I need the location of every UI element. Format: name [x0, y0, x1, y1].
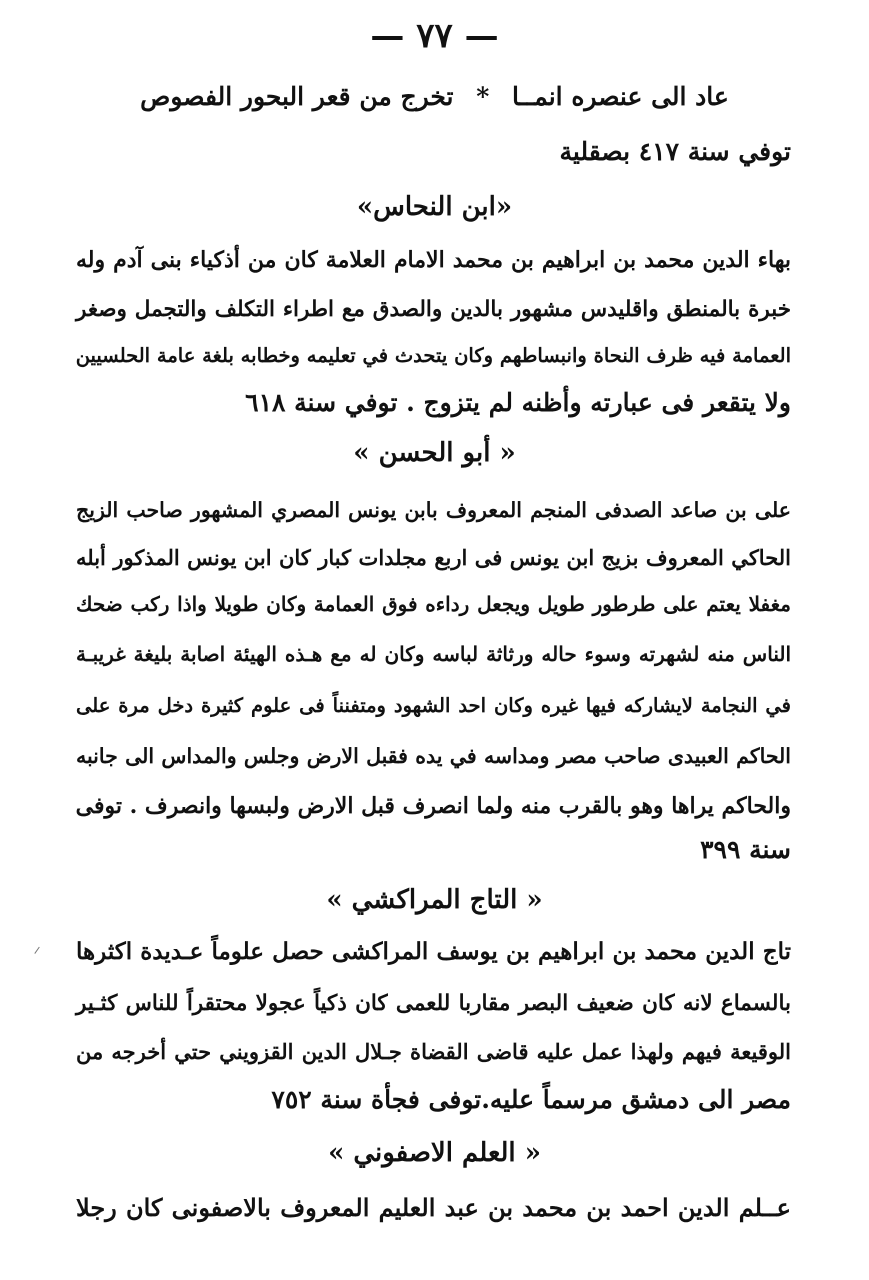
page-number: — ٧٧ —	[370, 16, 499, 56]
text-line: مصر الى دمشق مرسماً عليه.توفى فجأة سنة ٧٥٢	[271, 1085, 791, 1114]
intro-line: توفي سنة ٤١٧ بصقلية	[559, 137, 791, 166]
entry-heading: «ابن النحاس»	[356, 192, 513, 222]
text-line: والحاكم يراها وهو بالقرب منه ولما انصرف قبل الارض ولبسها وانصرف . توفى	[75, 793, 791, 819]
verse-line	[0, 77, 869, 117]
text-line: تاج الدين محمد بن ابراهيم بن يوسف المراكشى حصل علوماً عـديدة اكثرها	[76, 938, 791, 965]
margin-mark	[34, 947, 44, 958]
verse-hemistich-2: تخرج من قعر البحور الفصوص	[140, 82, 454, 111]
text-line: بهاء الدين محمد بن ابراهيم بن محمد الامام العلامة كان من أذكياء بنى آدم وله	[76, 247, 791, 273]
text-line: مغفلا يعتم على طرطور طويل ويجعل رداءه فوق العمامة وكان طويلا واذا ركب ضحك	[76, 592, 791, 616]
text-line: الوقيعة فيهم ولهذا عمل عليه قاضى القضاة جـلال الدين القزويني حتي أخرجه من	[76, 1039, 791, 1064]
text-line: العمامة فيه ظرف النحاة وانبساطهم وكان يتحدث في تعليمه وخطابه بلغة عامة الحلسيين	[75, 344, 791, 367]
text-line: خبرة بالمنطق واقليدس مشهور بالدين والصدق مع اطراء التكلف والتجمل وصغر	[76, 297, 791, 322]
entry-heading: « التاج المراكشي »	[326, 885, 543, 915]
text-line: بالسماع لانه كان ضعيف البصر مقاربا للعمى كان ذكياً عجولا محتقراً للناس كثـير	[76, 991, 791, 1016]
text-line: سنة ٣٩٩	[700, 835, 791, 864]
entry-heading: « العلم الاصفوني »	[328, 1138, 541, 1168]
text-line: ولا يتقعر فى عبارته وأظنه لم يتزوج . توفي سنة ٦١٨	[245, 388, 791, 417]
text-line: في النجامة لايشاركه فيها غيره وكان احد الشهود ومتفنناً فى علوم كثيرة دخل مرة على	[76, 694, 791, 717]
text-line: عــلم الدين احمد بن محمد بن عبد العليم المعروف بالاصفونى كان رجلا	[76, 1193, 791, 1222]
text-line: الحاكي المعروف بزيج ابن يونس فى اربع مجلدات كبار كان ابن يونس المذكور أبله	[76, 545, 791, 570]
text-line: الحاكم العبيدى صاحب مصر ومداسه في يده فقبل الارض وجلس والمداس الى جانبه	[76, 744, 791, 768]
text-line: الناس منه لشهرته وسوء حاله ورثاثة لباسه وكان له مع هـذه الهيئة اصابة بليغة غريبـة	[76, 642, 791, 666]
entry-heading: « أبو الحسن »	[353, 438, 516, 468]
verse-hemistich-1: عاد الى عنصره انمــا	[512, 82, 729, 111]
text-line: على بن صاعد الصدفى المنجم المعروف بابن يونس المصري المشهور صاحب الزيج	[76, 498, 791, 522]
verse-separator: *	[476, 82, 490, 111]
